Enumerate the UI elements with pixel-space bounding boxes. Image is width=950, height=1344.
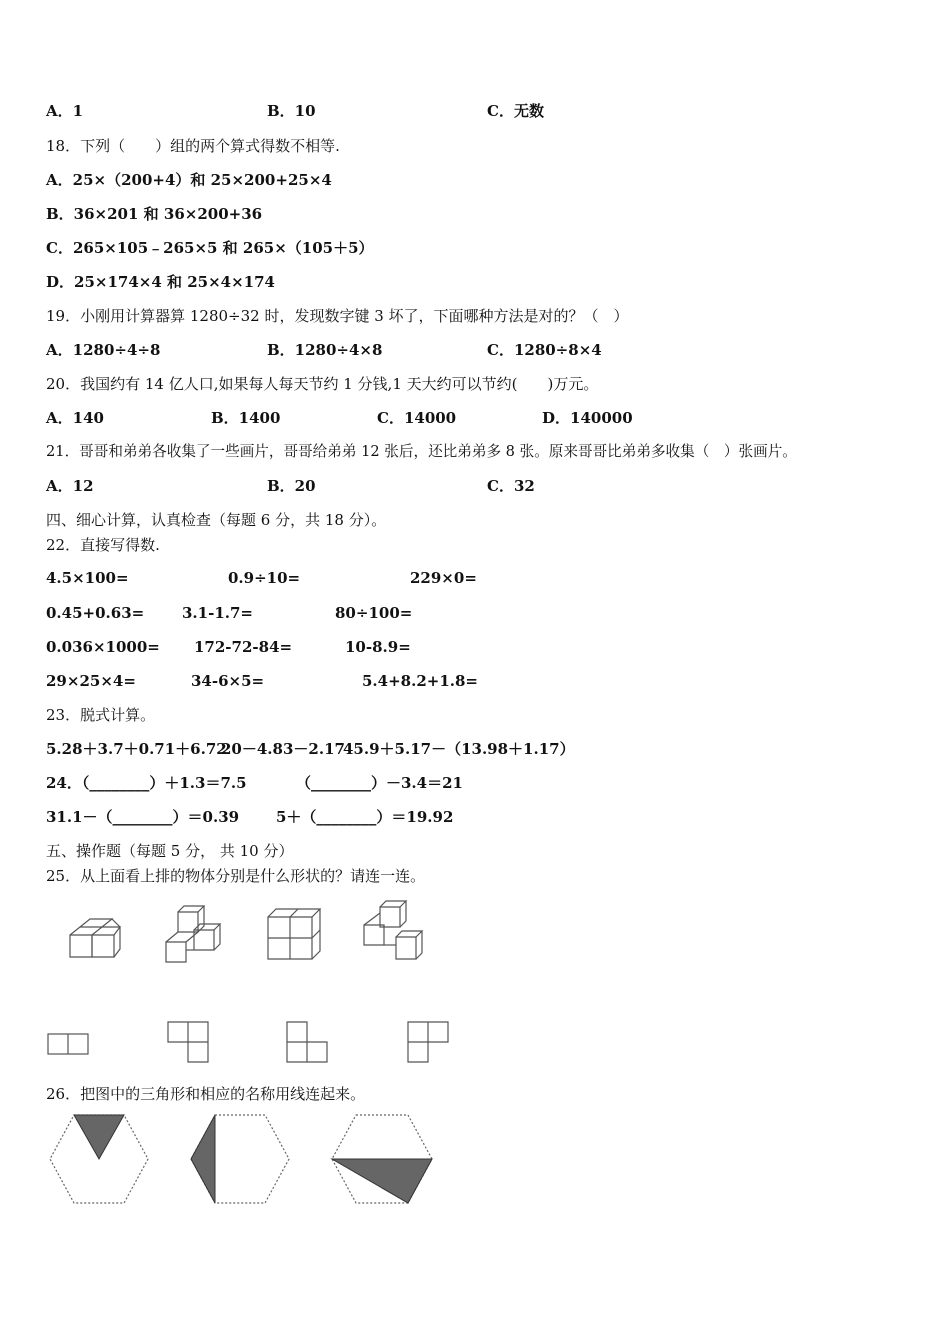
q22-stem: 22．直接写得数. [46, 536, 160, 554]
q25-stem: 25．从上面看上排的物体分别是什么形状的？请连一连。 [46, 867, 426, 885]
q26-stem: 26．把图中的三角形和相应的名称用线连起来。 [46, 1085, 366, 1103]
q18-stem: 18．下列（ ）组的两个算式得数不相等. [46, 137, 340, 155]
q22-item: 5.4+8.2+1.8= [362, 672, 478, 690]
q19-stem: 19．小刚用计算器算 1280÷32 时，发现数字键 3 坏了，下面哪种方法是对的？（ ） [46, 307, 629, 325]
q20-option-c: C．14000 [377, 409, 457, 427]
q23-expression: 5.28＋3.7＋0.71＋6.72 [46, 740, 227, 758]
q20-option-a: A．140 [46, 409, 104, 427]
q17-option-b: B．10 [267, 102, 316, 120]
view-shape-4 [406, 1020, 452, 1066]
q22-item: 29×25×4= [46, 672, 136, 690]
q23-expression: 45.9＋5.17－（13.98＋1.17） [343, 740, 575, 758]
q17-option-a: A．1 [46, 102, 84, 120]
q22-item: 0.9÷10= [228, 569, 301, 587]
q18-option-a: A．25×（200+4）和 25×200+25×4 [46, 171, 332, 189]
cube-figure-3 [262, 905, 326, 965]
q22-item: 34-6×5= [191, 672, 265, 690]
q18-option-c: C．265×105﹣265×5 和 265×（105＋5） [46, 239, 374, 257]
hexagon-figure-3 [328, 1113, 436, 1205]
q19-option-c: C．1280÷8×4 [487, 341, 602, 359]
hexagon-figure-2 [187, 1113, 293, 1205]
q22-item: 3.1-1.7= [182, 604, 253, 622]
q24-equation: 5＋（________）＝19.92 [276, 808, 454, 826]
q24-equation: （________）－3.4＝21 [296, 774, 463, 792]
q18-option-b: B．36×201 和 36×200+36 [46, 205, 263, 223]
view-shape-1 [46, 1030, 92, 1058]
hexagon-figure-1 [46, 1113, 152, 1205]
q22-item: 0.45+0.63= [46, 604, 145, 622]
q17-option-c: C．无数 [487, 102, 544, 120]
q21-stem: 21．哥哥和弟弟各收集了一些画片，哥哥给弟弟 12 张后，还比弟弟多 8 张。原来哥哥比弟弟多收集（ ）张画片。 [46, 443, 797, 460]
cube-figure-1 [60, 905, 128, 965]
q22-item: 229×0= [410, 569, 477, 587]
q23-stem: 23．脱式计算。 [46, 706, 156, 724]
q22-item: 10-8.9= [345, 638, 411, 656]
q22-item: 80÷100= [335, 604, 413, 622]
cube-figure-4 [356, 895, 426, 967]
section-5-heading: 五、操作题（每题 5 分， 共 10 分） [46, 842, 294, 860]
q24-equation: 31.1－（________）＝0.39 [46, 808, 240, 826]
view-shape-2 [166, 1020, 212, 1066]
q18-option-d: D．25×174×4 和 25×4×174 [46, 273, 275, 291]
q21-option-b: B．20 [267, 477, 316, 495]
q19-option-a: A．1280÷4÷8 [46, 341, 161, 359]
q21-option-c: C．32 [487, 477, 535, 495]
q21-option-a: A．12 [46, 477, 94, 495]
q24-equation: 24．（________）＋1.3＝7.5 [46, 774, 247, 792]
q22-item: 0.036×1000= [46, 638, 160, 656]
q19-option-b: B．1280÷4×8 [267, 341, 383, 359]
q20-option-d: D．140000 [542, 409, 633, 427]
q20-stem: 20．我国约有 14 亿人口,如果每人每天节约 1 分钱,1 天大约可以节约( )万元。 [46, 375, 599, 393]
q23-expression: 20－4.83－2.17 [221, 740, 345, 758]
q22-item: 172-72-84= [194, 638, 293, 656]
view-shape-3 [285, 1020, 331, 1066]
q20-option-b: B．1400 [211, 409, 281, 427]
section-4-heading: 四、细心计算，认真检查（每题 6 分，共 18 分）。 [46, 511, 387, 529]
q22-item: 4.5×100= [46, 569, 129, 587]
cube-figure-2 [160, 900, 228, 968]
